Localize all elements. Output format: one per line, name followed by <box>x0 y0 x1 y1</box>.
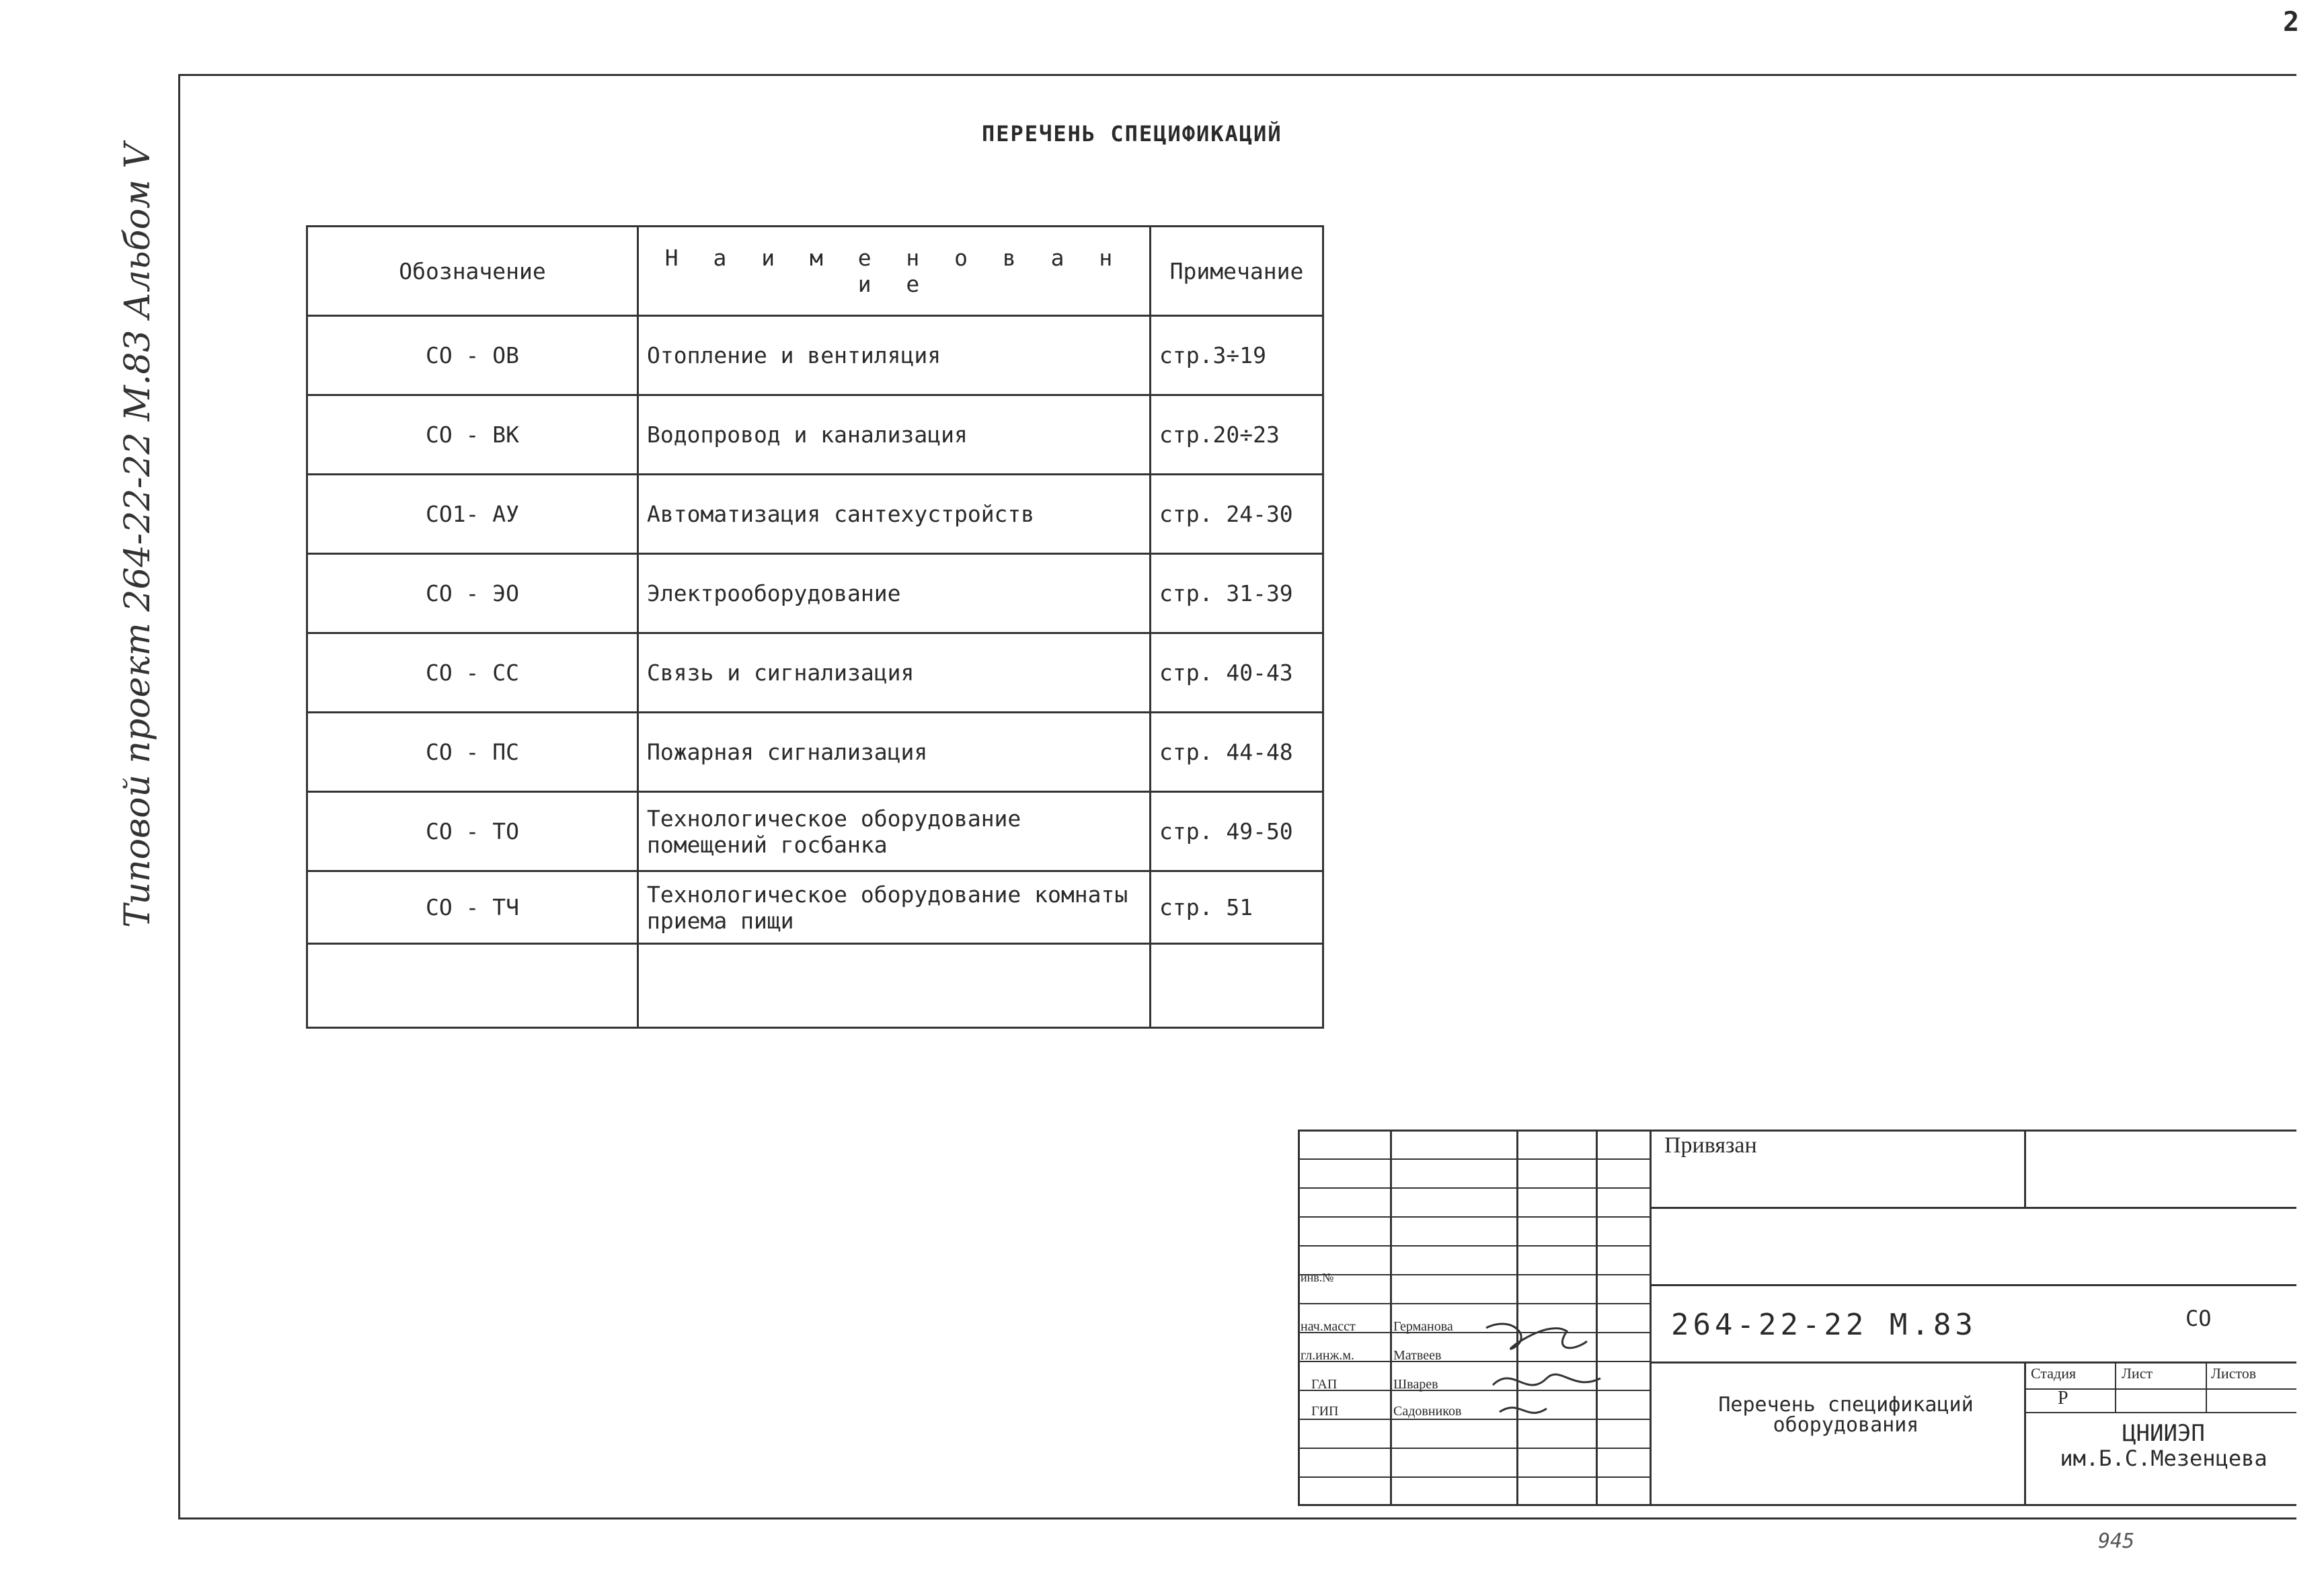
table-row <box>307 395 1323 475</box>
cell-note: стр. 24-30 <box>1151 475 1323 554</box>
cell-code: СО - ОВ <box>307 316 638 395</box>
cell-note: стр.3÷19 <box>1151 316 1323 395</box>
role-label: ГИП <box>1311 1404 1339 1419</box>
column-header-note: Примечание <box>1151 227 1323 316</box>
page-title: ПЕРЕЧЕНЬ СПЕЦИФИКАЦИЙ <box>982 121 1282 147</box>
side-title: Типовой проект 264-22-22 М.83 Альбом V <box>118 143 158 928</box>
document-title: Перечень спецификаций оборудования <box>1718 1393 1974 1437</box>
role-label: ГАП <box>1311 1377 1338 1392</box>
role-name: Шварев <box>1393 1377 1438 1392</box>
footer-number: 945 <box>2098 1530 2135 1553</box>
cell-note: стр.20÷23 <box>1151 395 1323 475</box>
cell-code: СО - ТЧ <box>307 871 638 944</box>
organization-name: ЦНИИЭП <box>2122 1420 2205 1447</box>
cell-name: Пожарная сигнализация <box>638 713 1151 792</box>
role-label: нач.масст <box>1301 1319 1356 1334</box>
role-name: Германова <box>1393 1319 1453 1334</box>
table-row <box>307 554 1323 633</box>
cell-name: Автоматизация сантехустройств <box>638 475 1151 554</box>
specification-table <box>306 225 1324 1029</box>
table-row <box>307 944 1323 1028</box>
cell-code: СО - ТО <box>307 792 638 871</box>
cell-code <box>307 944 638 1028</box>
sheets-label: Листов <box>2211 1365 2257 1382</box>
document-code: 264-22-22 М.83 <box>1671 1308 1977 1342</box>
document-mark: СО <box>2185 1306 2212 1331</box>
cell-note: стр. 44-48 <box>1151 713 1323 792</box>
cell-code: СО - ВК <box>307 395 638 475</box>
sheet-label: Лист <box>2122 1365 2153 1382</box>
cell-code: СО - ЭО <box>307 554 638 633</box>
cell-note: стр. 51 <box>1151 871 1323 944</box>
cell-name: Технологическое оборудование помещений госбанка <box>638 792 1151 871</box>
table-row <box>307 633 1323 713</box>
table-header-row <box>307 227 1323 316</box>
page-number: 2 <box>2283 7 2300 38</box>
cell-code: СО - ПС <box>307 713 638 792</box>
cell-name: Электрооборудование <box>638 554 1151 633</box>
stage-label: Стадия <box>2031 1365 2077 1382</box>
role-name: Матвеев <box>1393 1348 1442 1363</box>
cell-name: Технологическое оборудование комнаты приема пищи <box>638 871 1151 944</box>
cell-name: Водопровод и канализация <box>638 395 1151 475</box>
table-row <box>307 475 1323 554</box>
inventory-label: инв.№ <box>1301 1271 1334 1284</box>
privyazan-label: Привязан <box>1664 1133 1757 1158</box>
table-row <box>307 316 1323 395</box>
cell-name: Связь и сигнализация <box>638 633 1151 713</box>
cell-code: СО1- АУ <box>307 475 638 554</box>
cell-note <box>1151 944 1323 1028</box>
cell-name: Отопление и вентиляция <box>638 316 1151 395</box>
cell-name <box>638 944 1151 1028</box>
table-row <box>307 713 1323 792</box>
column-header-code: Обозначение <box>307 227 638 316</box>
cell-note: стр. 49-50 <box>1151 792 1323 871</box>
stage-value: Р <box>2058 1388 2068 1409</box>
title-block <box>1298 1130 2296 1506</box>
signatures-graphic <box>1473 1311 1614 1432</box>
cell-note: стр. 40-43 <box>1151 633 1323 713</box>
column-header-name: Н а и м е н о в а н и е <box>638 227 1151 316</box>
cell-note: стр. 31-39 <box>1151 554 1323 633</box>
cell-code: СО - СС <box>307 633 638 713</box>
organization-subname: им.Б.С.Мезенцева <box>2060 1446 2268 1471</box>
table-row <box>307 871 1323 944</box>
role-label: гл.инж.м. <box>1301 1348 1355 1363</box>
role-name: Садовников <box>1393 1404 1462 1419</box>
table-row <box>307 792 1323 871</box>
